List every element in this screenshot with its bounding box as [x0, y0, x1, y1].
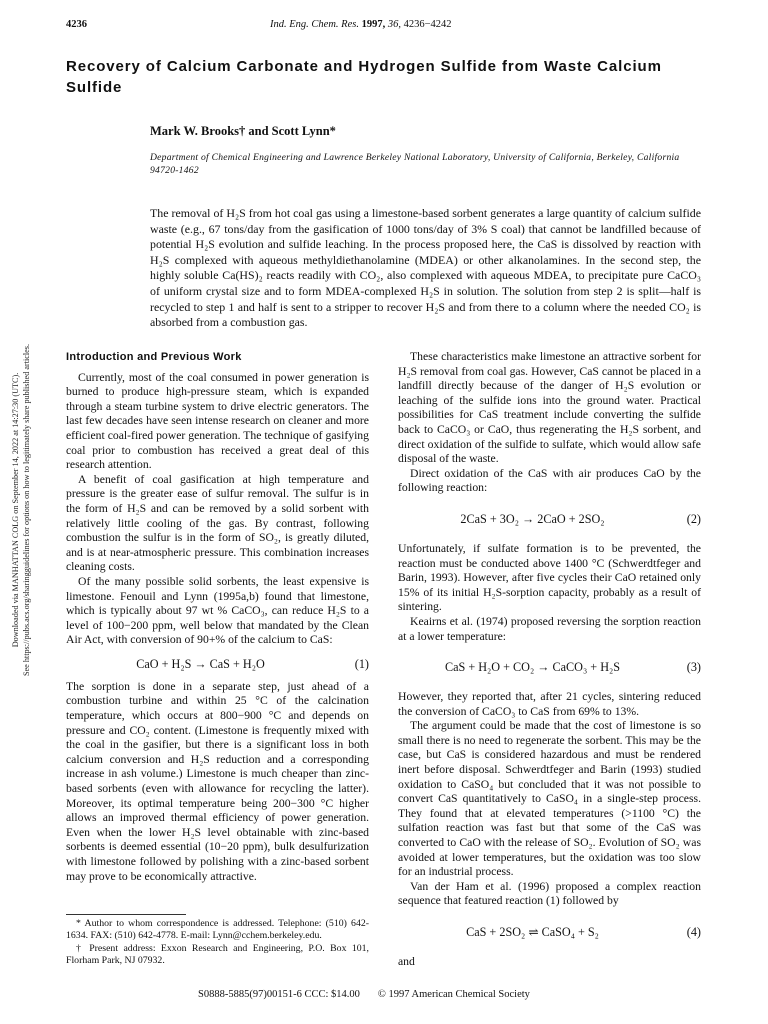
footnote-corresponding-author: * Author to whom correspondence is addressed. Telephone: (510) 642-1634. FAX: (510) 642-4778. E-mail: Lynn@cchem.berkeley.edu.	[66, 918, 369, 942]
abstract: The removal of H₂S from hot coal gas using a limestone-based sorbent generates a large quantity of calcium sulfide waste (e.g., 67 tons/day from the gasification of 1000 tons/day of 3% S coal) that cannot be landfilled because of potential H₂S evolution and sulfide leaching. In the process proposed here, the CaS is dissolved by reaction with H₂S complexed with aqueous methyldiethanolamine (MDEA) or other alkanolamines. In the second step, the highly soluble Ca(HS)₂ reacts readily with CO₂, also complexed with aqueous MDEA, to precipitate pure CaCO₃ of uniform crystal size and to form MDEA-complexed H₂S in solution. The solution from step 2 is split—half is recycled to step 1 and half is sent to a stripper to recover H₂S and from there to a column where the needed CO₂ is absorbed from a combustion gas.	[150, 206, 701, 330]
equation-4	[398, 922, 701, 942]
equation-text: CaS + 2SO₂ ⇌ CaSO₄ + S₂	[466, 925, 599, 939]
journal-name: Ind. Eng. Chem. Res.	[270, 19, 359, 30]
footnotes	[66, 918, 369, 967]
equation-text: CaO + H₂S → CaS + H₂O	[136, 656, 265, 671]
paragraph: The argument could be made that the cost of limestone is so small there is no need to regenerate the sorbent. This may be the case, but CaS is considered hazardous and must be rendered inert before disposal. Schwerdtfeger and Barin (1993) studied oxidation to CaSO₄ but concluded that it was not possible to convert CaS quantitatively to CaSO₄ in a single-step process. They found that at elevated temperatures (>1100 °C) the sulfation reaction was fast but that some of the CaS was converted to CaO with the release of SO₂. Evolution of SO₂ was avoided at lower temperatures, but the oxidation was too slow for an industrial process.	[398, 719, 701, 879]
paragraph: Direct oxidation of the CaS with air produces CaO by the following reaction:	[398, 466, 701, 495]
running-head	[270, 19, 452, 30]
footnote-present-address: † Present address: Exxon Research and Engineering, P.O. Box 101, Florham Park, NJ 07932.	[66, 942, 369, 966]
paragraph: Unfortunately, if sulfate formation is to be prevented, the reaction must be conducted above 1400 °C (Schwerdtfeger and Barin, 1993). However, after five cycles their CaO retained only 15% of its initial H₂S-sorption capacity, probably as a result of sintering.	[398, 541, 701, 614]
journal-pages: 4236−4242	[403, 19, 452, 30]
page-footer	[198, 989, 530, 1000]
journal-volume: 36,	[387, 19, 401, 30]
equation-number: (2)	[686, 511, 701, 526]
paragraph: The sorption is done in a separate step, just ahead of a combustion turbine and within 25 °C of the calcination temperature, which occurs at 800−900 °C and depends on pressure and CO₂ content. (Limestone is frequently mixed with the coal in the gasifier, but there is a significant loss in both calcium conversion and H₂S reduction and a corresponding increase in ash volume.) Limestone is much cheaper than zinc-based sorbents (even with allowance for recycling the latter). Moreover, its optimal temperature being 200−300 °C higher allows an improved thermal efficiency of power generation. Even when the lower H₂S level obtainable with zinc-based sorbents is deemed essential (10−20 ppm), bulk desulfurization with limestone followed by polishing with a zinc-based sorbent may prove to be economically attractive.	[66, 679, 369, 883]
article-title: Recovery of Calcium Carbonate and Hydrogen Sulfide from Waste Calcium Sulfide	[66, 58, 662, 96]
affiliation: Department of Chemical Engineering and Lawrence Berkeley National Laboratory, University of California, Berkeley, California 94720-1462	[150, 152, 680, 176]
paragraph: A benefit of coal gasification at high temperature and pressure is the greater ease of sulfur removal. The sulfur is in the form of H₂S and can be removed by a solid sorbent with relatively little cooling of the gas. By contrast, following combustion the sulfur is in the form of SO₂, is greatly diluted, and is at near-atmospheric pressure. This combination increases cleaning costs.	[66, 472, 369, 574]
equation-3	[398, 657, 701, 677]
paragraph: However, they reported that, after 21 cycles, sintering reduced the conversion of CaCO₃ to CaS from 69% to 13%.	[398, 690, 701, 718]
left-column	[66, 350, 369, 884]
equation-1	[66, 654, 369, 674]
authors: Mark W. Brooks† and Scott Lynn*	[150, 124, 336, 138]
equation-number: (3)	[686, 660, 701, 675]
paragraph: Currently, most of the coal consumed in power generation is burned to produce high-pressure steam, which is expanded through a steam turbine system to drive electric generators. The last few decades have seen intense research on cleaner and more efficient coal-fired power generation. The technique of gasifying coal prior to combustion has received a great deal of this research attention.	[66, 370, 369, 472]
footnote-divider	[66, 914, 186, 915]
paragraph: and	[398, 955, 415, 968]
download-notice	[12, 300, 30, 720]
equation-number: (4)	[686, 925, 701, 939]
equation-text: CaS + H₂O + CO₂ → CaCO₃ + H₂S	[444, 660, 621, 675]
page-number: 4236	[66, 19, 87, 30]
section-heading: Introduction and Previous Work	[66, 351, 242, 363]
copyright: © 1997 American Chemical Society	[377, 989, 530, 1000]
article-code: S0888-5885(97)00151-6 CCC: $14.00	[198, 989, 360, 1000]
download-notice-line-1: Downloaded via MANHATTAN COLG on September 14, 2022 at 14:27:30 (UTC).	[11, 372, 20, 648]
download-notice-line-2: See https://pubs.acs.org/sharingguidelines for options on how to legitimately share published articles.	[22, 343, 31, 677]
equation-number: (1)	[354, 656, 369, 671]
paragraph: Keairns et al. (1974) proposed reversing the sorption reaction at a lower temperature:	[398, 614, 701, 643]
paragraph: Of the many possible solid sorbents, the least expensive is limestone. Fenouil and Lynn (1995a,b) found that limestone, which is typically about 97 wt % CaCO₃, can reduce H₂S to a level of 100−200 ppm, well below that mandated by the Clean Air Act, with conversion of 90+% of the calcium to CaS:	[66, 574, 369, 647]
journal-year: 1997,	[361, 19, 386, 30]
paragraph: These characteristics make limestone an attractive sorbent for H₂S removal from coal gas. However, CaS cannot be placed in a landfill directly because of the danger of H₂S evolution or leaching of the sulfide ions into the ground water. Practical possibilities for CaS treatment include converting the sulfide back to CaCO₃ or CaO, thus regenerating the H₂S sorbent, and direct oxidation of the sulfide to sulfate, which would allow safe disposal of the waste.	[398, 350, 701, 466]
right-column	[398, 350, 701, 970]
equation-text: 2CaS + 3O₂ → 2CaO + 2SO₂	[460, 511, 605, 526]
paragraph: Van der Ham et al. (1996) proposed a complex reaction sequence that featured reaction (1) followed by	[398, 879, 701, 908]
equation-2	[398, 509, 701, 529]
